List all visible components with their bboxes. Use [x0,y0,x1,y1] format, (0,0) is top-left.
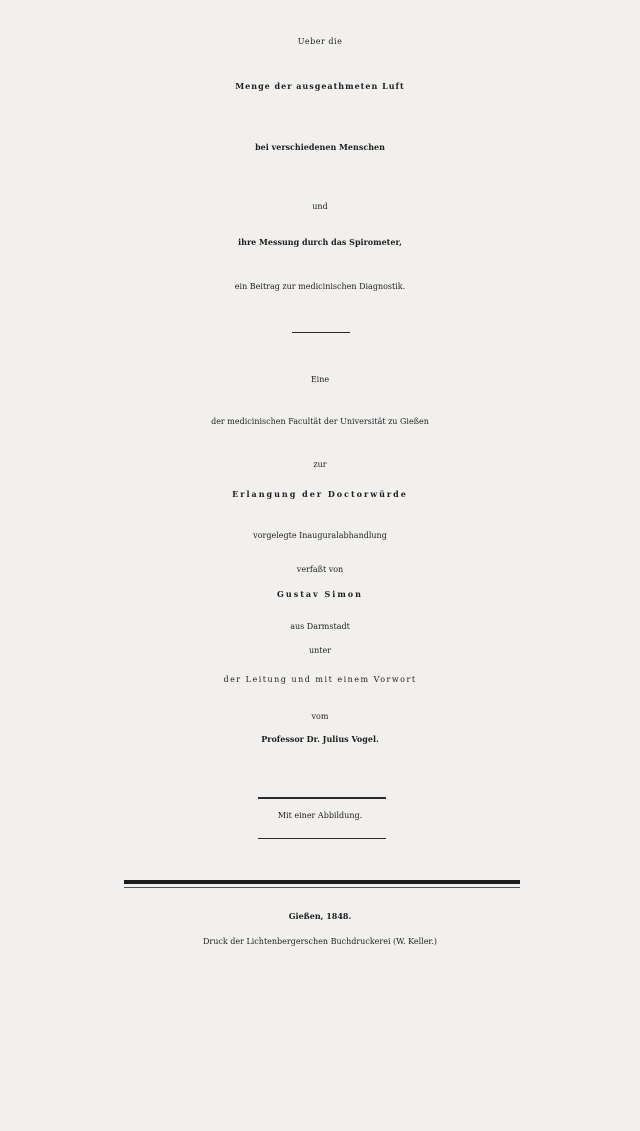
short-divider [292,332,350,333]
degree-line: Erlangung der Doctorwürde [232,489,408,499]
supervision-line: der Leitung und mit einem Vorwort [223,675,417,684]
title-line-bei: bei verschiedenen Menschen [255,142,385,152]
imprint-printer: Druck der Lichtenbergerschen Buchdruckerei (W. Keller.) [202,937,438,946]
main-title: Menge der ausgeathmeten Luft [235,81,405,91]
divider-above-note [258,797,386,799]
thick-rule [124,880,520,884]
faculty-line: der medicinischen Facultät der Universität zu Gießen [211,417,429,426]
title-line-ueber: Ueber die [297,37,343,46]
imprint-place-year: Gießen, 1848. [288,911,352,921]
line-vom: vom [311,712,329,721]
title-line-und: und [312,202,328,211]
professor-name: Professor Dr. Julius Vogel. [261,734,379,744]
line-unter: unter [308,646,332,655]
dissertation-line: vorgelegte Inauguralabhandlung [253,531,387,540]
divider-below-note [258,838,386,839]
line-verfasst: verfaßt von [296,565,344,574]
line-zur: zur [313,460,327,469]
author-origin: aus Darmstadt [290,622,350,631]
line-eine: Eine [310,375,330,384]
thin-rule [124,887,520,888]
author-name: Gustav Simon [277,589,363,599]
illustration-note: Mit einer Abbildung. [277,811,363,820]
title-line-messung: ihre Messung durch das Spirometer, [238,237,402,247]
subtitle: ein Beitrag zur medicinischen Diagnostik. [234,282,406,291]
